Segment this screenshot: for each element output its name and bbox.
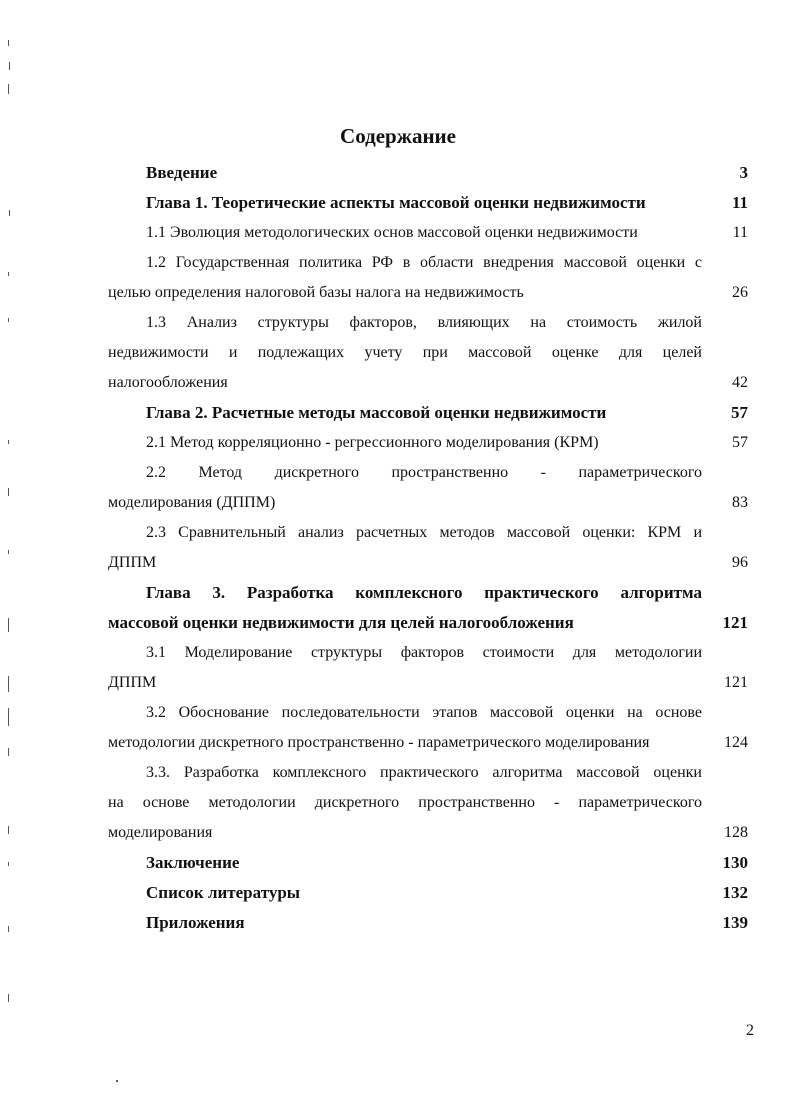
toc-entry-line [108,428,748,458]
toc-page-number: 11 [732,224,748,241]
toc-page-number: 42 [732,374,748,391]
toc-entry-text: 2.1 Метод корреляционно - регрессионного моделирования (КРМ) [146,434,599,451]
toc-entry-text: ДППМ [108,554,157,571]
toc-page-number: 121 [724,674,748,691]
toc-entry-text: Глава 2. Расчетные методы массовой оценки недвижимости [146,403,607,422]
toc-page-number: 3 [739,163,748,182]
toc-entry-line [108,548,748,578]
toc-page-number: 128 [724,824,748,841]
toc-page-number: 124 [724,734,748,751]
toc-entry-line [108,698,748,728]
toc-entry-line [108,818,748,848]
toc-entry-text: целью определения налоговой базы налога на недвижимость [108,284,524,301]
toc-entry-text: на основе методологии дискретного пространственно - параметрического [108,794,702,811]
toc-entry-text: массовой оценки недвижимости для целей налогообложения [108,613,574,632]
toc-entry-line [108,788,748,818]
toc-entry-text: Приложения [146,913,245,932]
toc-entry-text: 1.2 Государственная политика РФ в области внедрения массовой оценки с [146,254,702,271]
toc-entry-text: недвижимости и подлежащих учету при массовой оценке для целей [108,344,702,361]
toc-entry-line [108,578,748,608]
toc-entry-text: Введение [146,163,218,182]
toc-entry-text: Заключение [146,853,240,872]
toc-entry-text: налогообложения [108,374,228,391]
toc-entry-text: 1.3 Анализ структуры факторов, влияющих на стоимость жилой [146,314,702,331]
toc-page-number: 121 [722,613,748,632]
toc-page-number: 139 [722,913,748,932]
toc-entry-text: 3.1 Моделирование структуры факторов стоимости для методологии [146,644,702,661]
toc-entry-line [108,158,748,188]
toc-entry-line [108,218,748,248]
toc-entry-line [108,458,748,488]
toc-entry-line [108,278,748,308]
toc-entry-line [108,758,748,788]
toc-entry-line [108,338,748,368]
page-title: Содержание [340,124,456,148]
toc-page-number: 132 [722,883,748,902]
toc-page-number: 26 [732,284,748,301]
toc-entry-line [108,848,748,878]
toc-entry-text: Список литературы [146,883,301,902]
toc-page-number: 57 [731,403,748,422]
toc-entry-line [108,728,748,758]
toc-entry-line [108,368,748,398]
toc-entry-line [108,518,748,548]
toc-entry-text: 2.2 Метод дискретного пространственно - параметрического [146,464,702,481]
toc-entry-line [108,908,748,938]
toc-entry-text: Глава 1. Теоретические аспекты массовой оценки недвижимости [146,193,646,212]
toc-entry-line [108,668,748,698]
toc-entry-text: 3.2 Обоснование последовательности этапов массовой оценки на основе [146,704,702,721]
toc-page-number: 130 [722,853,748,872]
toc-entry-text: 1.1 Эволюция методологических основ массовой оценки недвижимости [146,224,638,241]
toc-entry-line [108,608,748,638]
toc-page-number: 57 [732,434,748,451]
toc-entry-line [108,488,748,518]
toc-entry-line [108,398,748,428]
toc-entry-line [108,878,748,908]
table-of-contents [108,158,748,938]
toc-entry-line [108,248,748,278]
toc-entry-line [108,188,748,218]
toc-page-number: 11 [731,193,748,212]
toc-page-number: 83 [732,494,748,511]
page-number: 2 [746,1022,754,1039]
toc-entry-text: моделирования (ДППМ) [108,494,276,511]
toc-entry-text: 2.3 Сравнительный анализ расчетных методов массовой оценки: КРМ и [146,524,702,541]
toc-page-number: 96 [732,554,748,571]
toc-entry-text: 3.3. Разработка комплексного практического алгоритма массовой оценки [146,764,702,781]
toc-entry-text: Глава 3. Разработка комплексного практического алгоритма [146,583,702,602]
toc-entry-line [108,308,748,338]
toc-entry-text: методологии дискретного пространственно - параметрического моделирования [108,734,650,751]
toc-entry-line [108,638,748,668]
toc-entry-text: моделирования [108,824,213,841]
toc-entry-text: ДППМ [108,674,157,691]
